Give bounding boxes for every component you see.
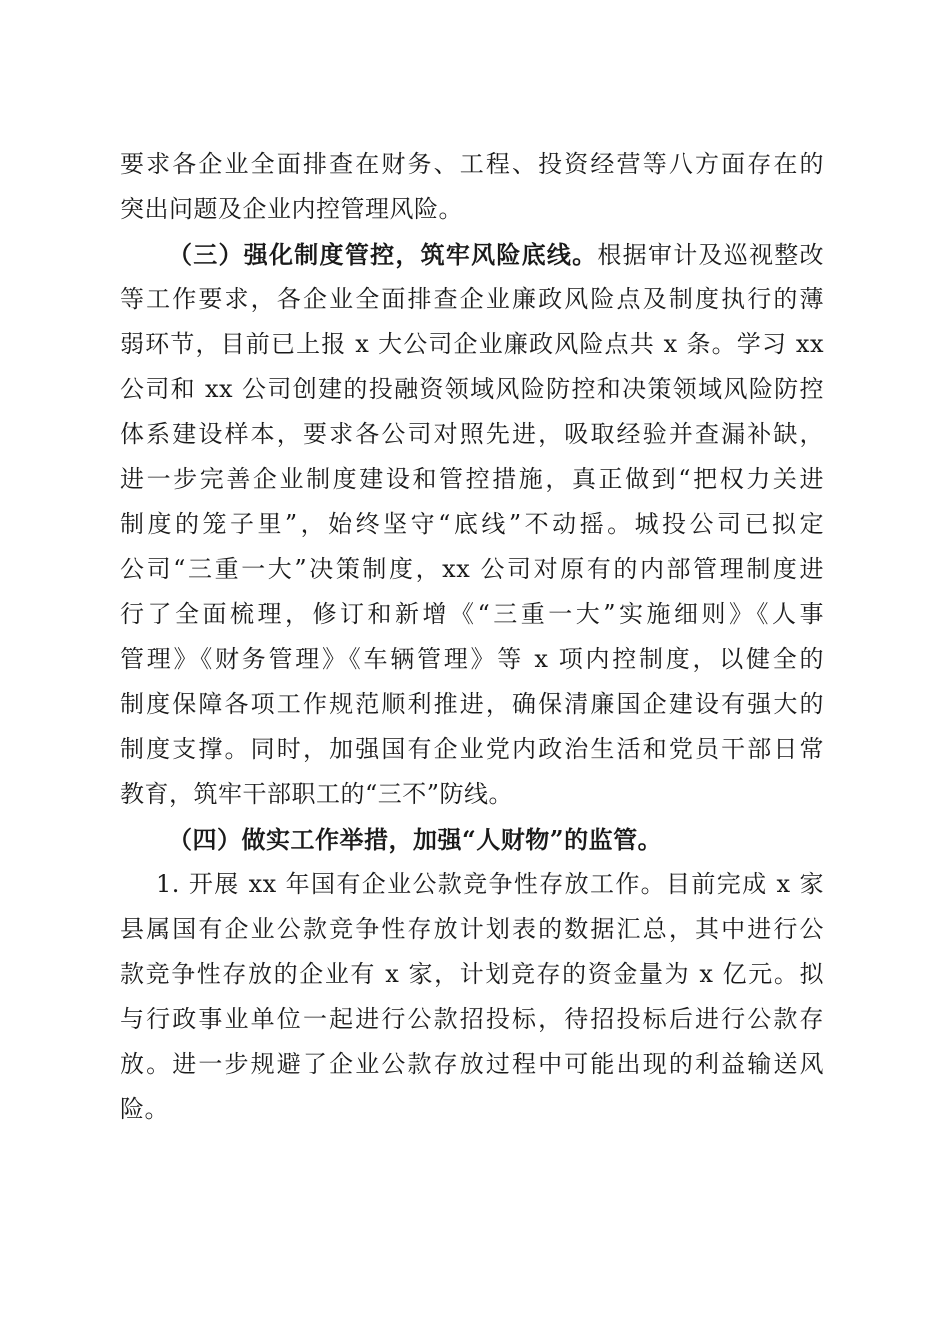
text-fragment: 根据审计及巡视整改 — [597, 241, 825, 269]
text-line: 制度的笼子里”，始终坚守“底线”不动摇。城投公司已拟定 — [120, 510, 824, 538]
paragraph-2 — [120, 232, 824, 817]
text-line: 县属国有企业公款竞争性存放计划表的数据汇总，其中进行公 — [120, 915, 824, 943]
text-line: 放。进一步规避了企业公款存放过程中可能出现的利益输送风 — [120, 1050, 824, 1078]
text-line: 制度保障各项工作规范顺利推进，确保清廉国企建设有强大的 — [120, 690, 824, 718]
section-heading-4: （四）做实工作举措，加强“人财物”的监管。 — [168, 825, 663, 854]
text-line: 款竞争性存放的企业有 x 家，计划竞存的资金量为 x 亿元。拟 — [120, 960, 824, 988]
text-line: 要求各企业全面排查在财务、工程、投资经营等八方面存在的 — [120, 150, 824, 178]
text-line: 公司“三重一大”决策制度，xx 公司对原有的内部管理制度进 — [120, 555, 824, 583]
paragraph-3 — [120, 817, 824, 862]
text-line: 弱环节，目前已上报 x 大公司企业廉政风险点共 x 条。学习 xx — [120, 330, 824, 358]
text-line: 公司和 xx 公司创建的投融资领域风险防控和决策领域风险防控 — [120, 375, 824, 403]
text-line: 等工作要求，各企业全面排查企业廉政风险点及制度执行的薄 — [120, 285, 824, 313]
text-line: 1. 开展 xx 年国有企业公款竞争性存放工作。目前完成 x 家 — [156, 870, 824, 898]
paragraph-4 — [120, 862, 824, 1132]
text-line: 体系建设样本，要求各公司对照先进，吸取经验并查漏补缺， — [120, 420, 824, 448]
text-line: 进一步完善企业制度建设和管控措施，真正做到“把权力关进 — [120, 465, 824, 493]
text-line: 制度支撑。同时，加强国有企业党内政治生活和党员干部日常 — [120, 735, 824, 763]
text-line: 与行政事业单位一起进行公款招投标，待招投标后进行公款存 — [120, 1005, 824, 1033]
text-line — [120, 232, 824, 277]
text-line: 教育，筑牢干部职工的“三不”防线。 — [120, 780, 514, 808]
text-line: 突出问题及企业内控管理风险。 — [120, 195, 463, 223]
text-line: 管理》《财务管理》《车辆管理》等 x 项内控制度，以健全的 — [120, 645, 824, 673]
document-page — [120, 142, 824, 1132]
section-heading-3: （三）强化制度管控，筑牢风险底线。 — [168, 240, 598, 269]
text-line: 险。 — [120, 1095, 169, 1123]
paragraph-1 — [120, 142, 824, 232]
text-line: 行了全面梳理，修订和新增《“三重一大”实施细则》《人事 — [120, 600, 824, 628]
